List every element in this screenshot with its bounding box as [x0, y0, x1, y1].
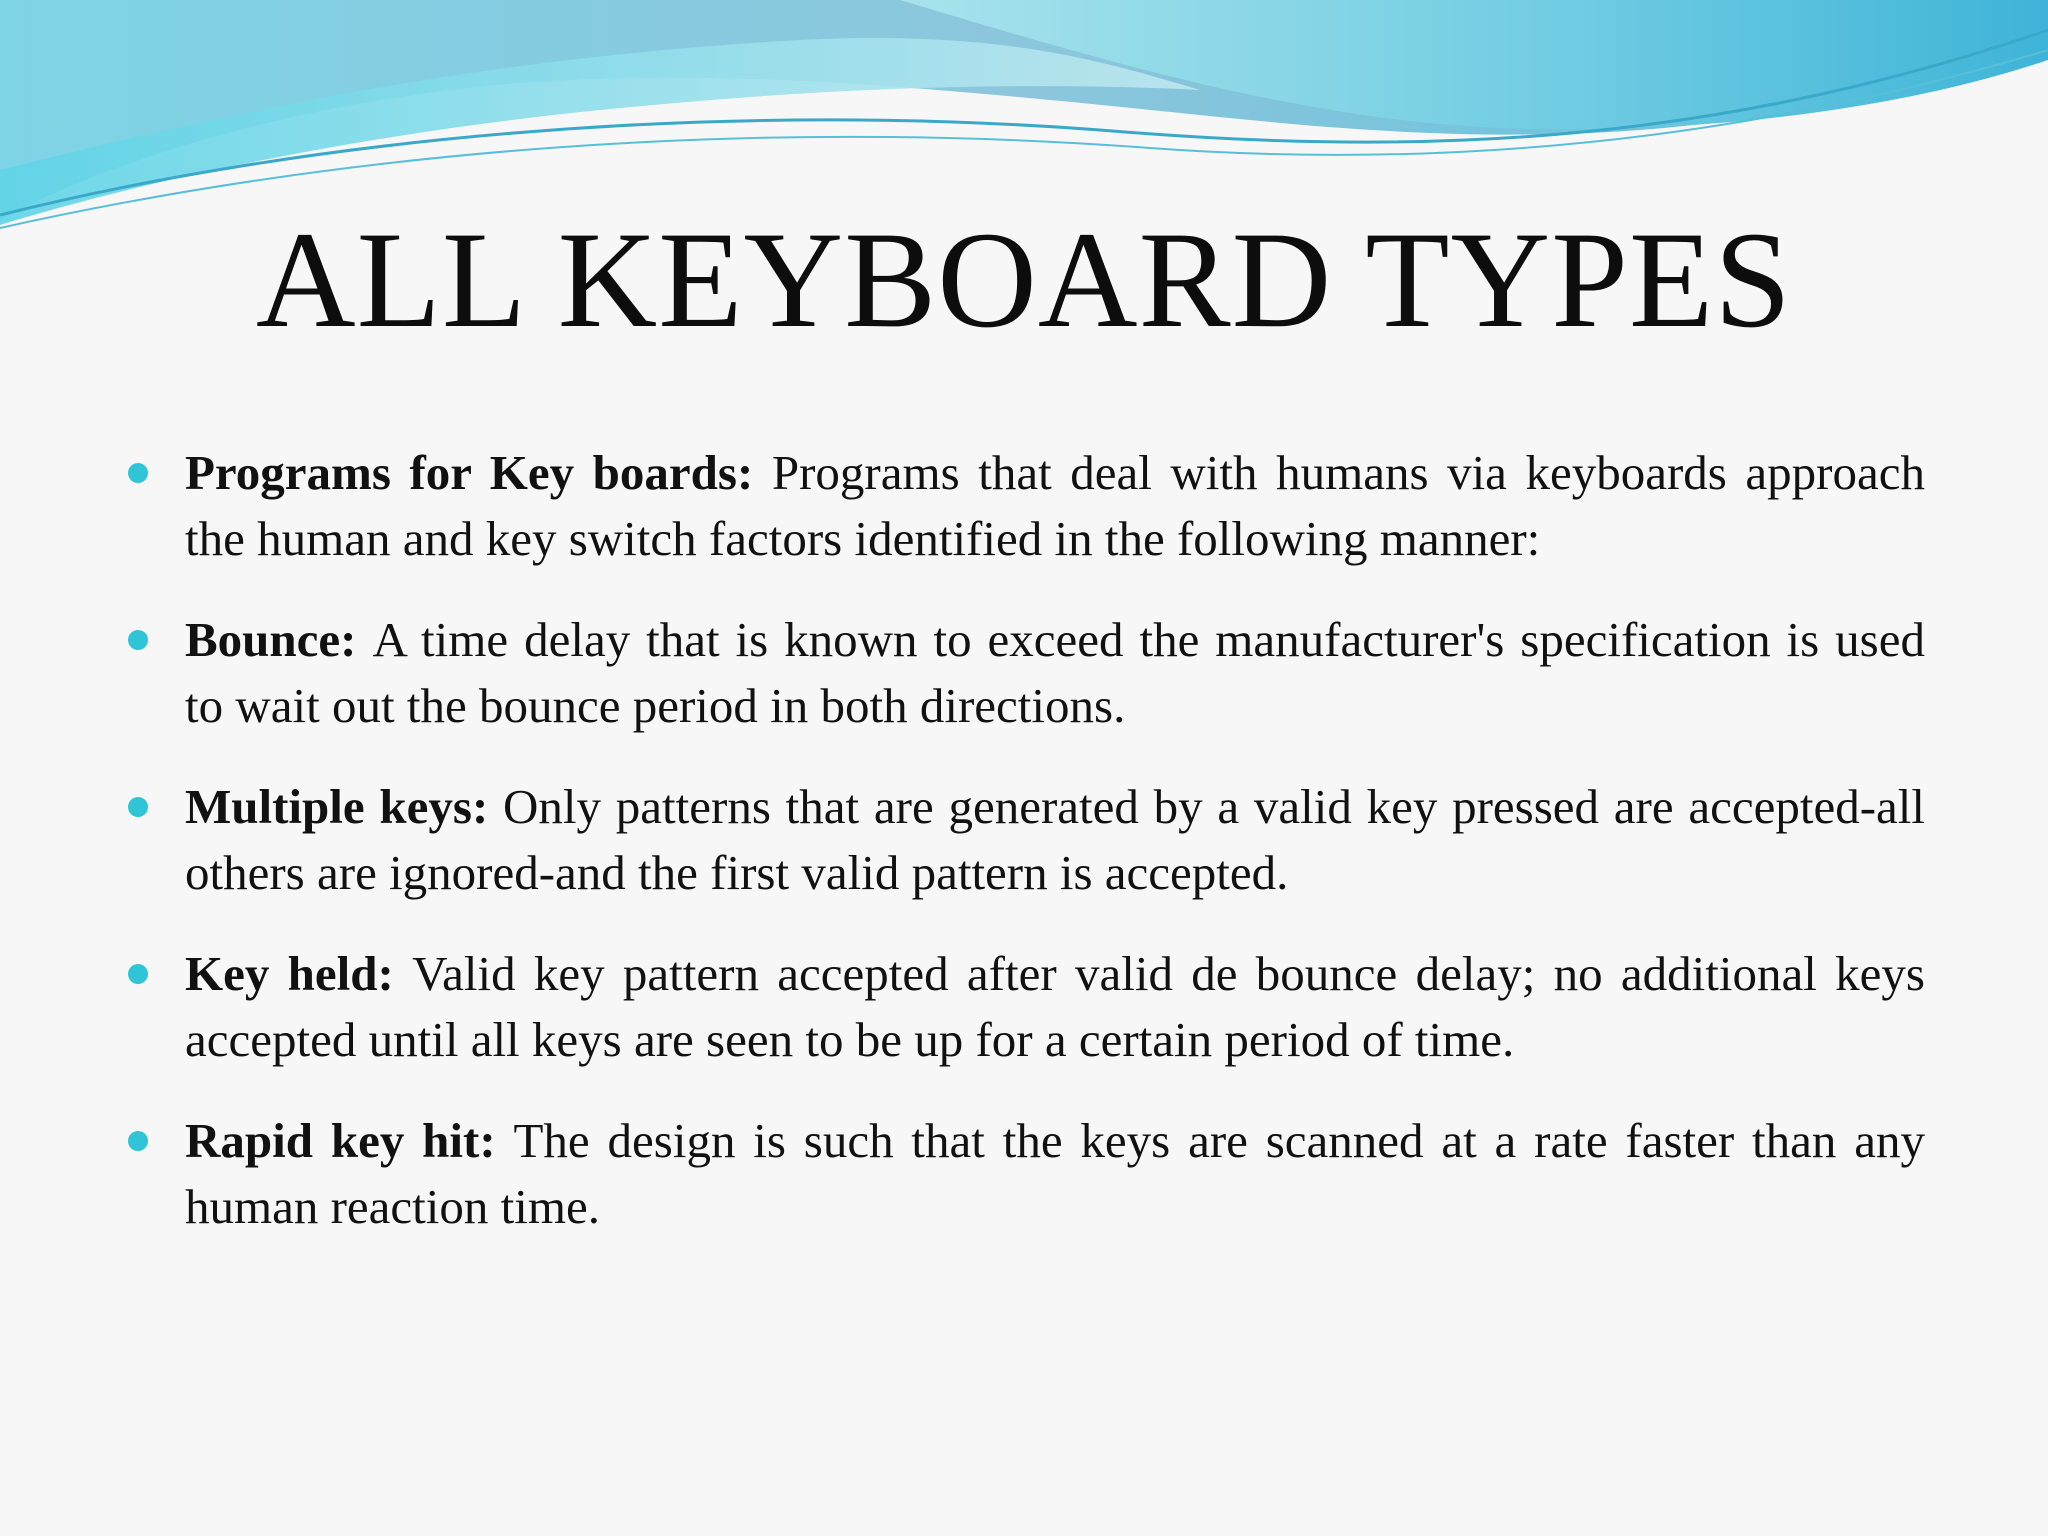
- bullet-text: A time delay that is known to exceed the manufacturer's specification is used to wait out the bounce period in both directions.: [185, 612, 1925, 733]
- bullet-text: Programs that deal with humans via keyboards approach the human and key switch factors identified in the following manner:: [185, 445, 1925, 566]
- bullet-term: Bounce:: [185, 612, 373, 667]
- bullet-item-multiple-keys: [120, 774, 1925, 906]
- bullet-list: [120, 440, 1925, 1275]
- bullet-dot-icon: [128, 1131, 148, 1151]
- bullet-text: The design is such that the keys are scanned at a rate faster than any human reaction time.: [185, 1113, 1925, 1234]
- bullet-term: Rapid key hit:: [185, 1113, 514, 1168]
- bullet-dot-icon: [128, 964, 148, 984]
- bullet-text: Only patterns that are generated by a valid key pressed are accepted-all others are ignored-and the first valid pattern is accepted.: [185, 779, 1925, 900]
- bullet-term: Key held:: [185, 946, 413, 1001]
- bullet-item-key-held: [120, 941, 1925, 1073]
- bullet-dot-icon: [128, 463, 148, 483]
- bullet-dot-icon: [128, 630, 148, 650]
- bullet-text: Valid key pattern accepted after valid de bounce delay; no additional keys accepted until all keys are seen to be up for a certain period of time.: [185, 946, 1926, 1067]
- slide-title: ALL KEYBOARD TYPES: [255, 203, 1793, 356]
- bullet-dot-icon: [128, 797, 148, 817]
- bullet-term: Programs for Key boards:: [185, 445, 772, 500]
- bullet-item-rapid-key-hit: [120, 1108, 1925, 1240]
- bullet-term: Multiple keys:: [185, 779, 504, 834]
- bullet-item-programs-for-keyboards: [120, 440, 1925, 572]
- bullet-item-bounce: [120, 607, 1925, 739]
